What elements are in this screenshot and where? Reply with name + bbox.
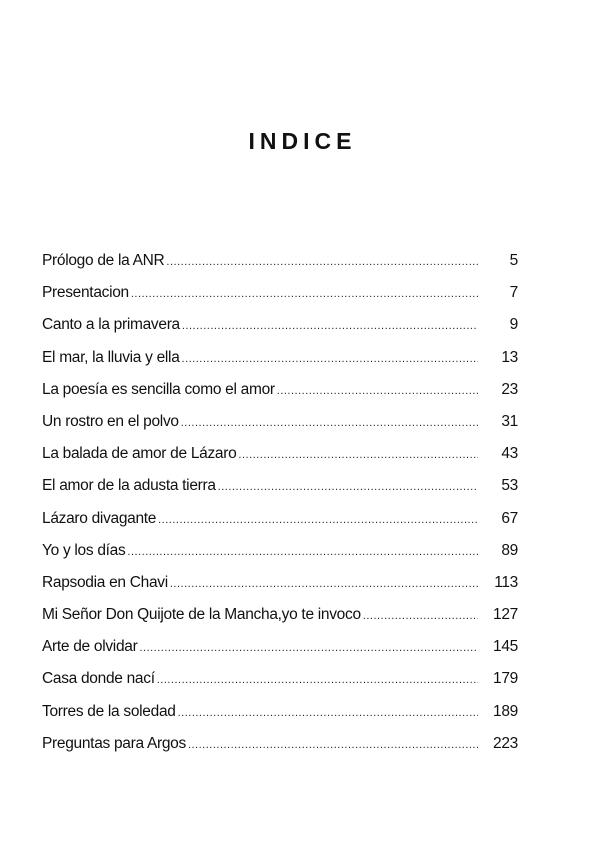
toc-entry — [42, 284, 518, 316]
toc-entry-title: La poesía es sencilla como el amor — [42, 380, 275, 398]
toc-entry — [42, 735, 518, 767]
toc-leader-dots — [182, 320, 478, 332]
toc-entry-title: Prólogo de la ANR — [42, 252, 165, 269]
toc-entry — [42, 638, 518, 670]
toc-leader-dots — [188, 739, 478, 751]
toc-leader-dots — [131, 288, 478, 300]
toc-entry — [42, 670, 518, 702]
toc-leader-dots — [178, 707, 478, 719]
toc-leader-dots — [277, 385, 478, 397]
toc-entry-page: 89 — [501, 541, 518, 559]
toc-entry-page: 53 — [501, 477, 518, 495]
toc-entry — [42, 349, 518, 381]
toc-entry-page: 223 — [493, 734, 518, 752]
toc-leader-dots — [139, 642, 478, 654]
toc-entry — [42, 510, 518, 542]
toc-entry-title: Rapsodia en Chavi — [42, 573, 168, 591]
toc-entry-title: Lázaro divagante — [42, 509, 157, 527]
toc-entry-title: Preguntas para Argos — [42, 734, 186, 752]
toc-entry-title: El mar, la lluvia y ella — [42, 348, 180, 366]
toc-entry-title: Arte de olvidar — [42, 638, 138, 656]
toc-entry — [42, 542, 518, 574]
toc-entry-page: 7 — [509, 284, 518, 302]
toc-entry — [42, 381, 518, 413]
toc-leader-dots — [363, 610, 478, 622]
toc-entry — [42, 703, 518, 735]
toc-entry — [42, 316, 518, 348]
toc-entry-page: 127 — [493, 606, 518, 624]
page-title: INDICE — [248, 128, 357, 154]
toc-entry-page: 43 — [501, 445, 518, 463]
toc-leader-dots — [127, 546, 478, 558]
toc-entry-page: 67 — [501, 509, 518, 527]
toc-entry-page: 13 — [501, 348, 518, 366]
toc-leader-dots — [182, 353, 478, 365]
toc-entry-title: La balada de amor de Lázaro — [42, 445, 237, 463]
table-of-contents — [42, 252, 518, 767]
toc-entry-title: El amor de la adusta tierra — [42, 477, 216, 495]
toc-entry-page: 23 — [501, 380, 518, 398]
toc-entry-page: 113 — [494, 573, 518, 591]
toc-entry-title: Canto a la primavera — [42, 316, 180, 334]
toc-entry-title: Un rostro en el polvo — [42, 412, 179, 430]
toc-leader-dots — [166, 256, 478, 268]
toc-leader-dots — [157, 674, 478, 686]
toc-entry-title: Casa donde nací — [42, 670, 155, 688]
toc-entry-title: Yo y los días — [42, 541, 126, 559]
toc-entry — [42, 574, 518, 606]
toc-entry — [42, 606, 518, 638]
toc-entry-title: Torres de la soledad — [42, 702, 176, 720]
toc-entry-page: 9 — [509, 316, 518, 334]
toc-entry — [42, 445, 518, 477]
toc-leader-dots — [158, 514, 478, 526]
toc-entry-page: 5 — [509, 252, 518, 269]
toc-entry-title: Presentacion — [42, 284, 129, 302]
toc-entry-page: 189 — [493, 702, 518, 720]
toc-entry-page: 31 — [501, 412, 518, 430]
toc-leader-dots — [218, 481, 478, 493]
toc-entry — [42, 413, 518, 445]
toc-leader-dots — [238, 449, 478, 461]
toc-entry-page: 179 — [493, 670, 518, 688]
toc-entry — [42, 477, 518, 509]
toc-entry-page: 145 — [493, 638, 518, 656]
toc-leader-dots — [170, 578, 478, 590]
toc-leader-dots — [181, 417, 478, 429]
toc-entry-title: Mi Señor Don Quijote de la Mancha,yo te invoco — [42, 606, 361, 624]
toc-entry — [42, 252, 518, 284]
